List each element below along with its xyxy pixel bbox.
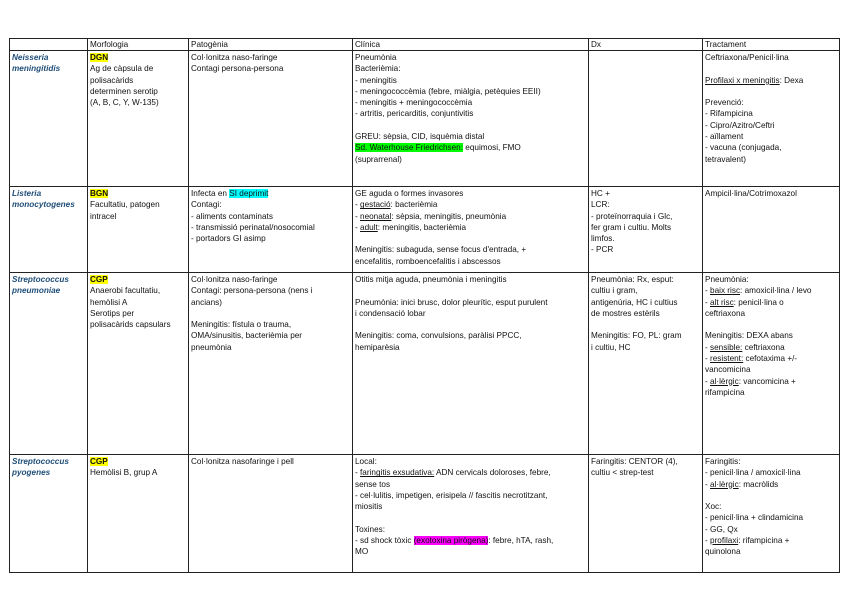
tractament-cell: [703, 187, 840, 273]
clinica-line: GREU: sèpsia, CID, isquèmia distal: [355, 132, 485, 142]
table-row: [10, 455, 840, 573]
morfologia-cell: [88, 455, 189, 573]
dx-line: HC +: [591, 189, 610, 198]
clinica-cell: [353, 455, 589, 573]
morfologia-line: Ag de càpsula de: [90, 64, 154, 74]
header-empty: [10, 39, 88, 51]
tractament-line: - aïllament: [705, 132, 744, 142]
patogenia-line: - aliments contaminats: [191, 211, 273, 221]
organism-cell: [10, 187, 88, 273]
clinica-line: [355, 120, 586, 131]
clinica-line: Otitis mitja aguda, pneumònia i meningitis: [355, 275, 507, 284]
organism-genus: Streptococcus: [12, 275, 69, 284]
clinica-line: Meningitis: subaguda, sense focus d'entrada, +: [355, 245, 527, 255]
clinica-line: - artritis, pericarditis, conjuntivitis: [355, 109, 474, 119]
morfologia-cell: [88, 273, 189, 455]
patogenia-line: pneumònia: [191, 342, 232, 352]
patogenia-line: OMA/sinusitis, bacterièmia per: [191, 331, 303, 341]
tractament-cell: [703, 51, 840, 187]
tractament-cell: [703, 273, 840, 455]
patogenia-line: Col·lonitza nasofaringe i pell: [191, 457, 294, 466]
patogenia-line: - transmissió perinatal/nosocomial: [191, 222, 315, 232]
clinica-line: MO: [355, 547, 369, 557]
tractament-line: ceftriaxona: [705, 308, 746, 318]
clinica-line: - neonatal: sèpsia, meningitis, pneumònia: [355, 211, 507, 221]
dx-line: cultiu < strep-test: [591, 468, 654, 478]
header-clinica: Clínica: [353, 39, 589, 51]
organism-genus: Streptococcus: [12, 457, 69, 466]
tractament-cell: [703, 455, 840, 573]
dx-line: de mostres estèrils: [591, 308, 660, 318]
tractament-line: - resistent: cefotaxima +/-: [705, 354, 798, 364]
clinica-line: - faringitis exsudativa: ADN cervicals doloroses, febre,: [355, 468, 551, 478]
header-tractament: Tractament: [703, 39, 840, 51]
header-dx: Dx: [589, 39, 703, 51]
morfologia-line: (A, B, C, Y, W-135): [90, 98, 159, 108]
dx-cell: [589, 187, 703, 273]
clinica-line: hemiparèsia: [355, 342, 400, 352]
dx-line: fer gram i cultiu. Molts: [591, 222, 672, 232]
clinica-line: Pneumònia: inici brusc, dolor pleurític, esput purulent: [355, 297, 548, 307]
dx-line: cultiu i gram,: [591, 286, 638, 296]
organism-cell: [10, 273, 88, 455]
gram-badge: CGP: [90, 275, 108, 284]
tractament-line: - penicil·lina + clindamicina: [705, 513, 804, 523]
patogenia-cell: [189, 187, 353, 273]
clinica-line: - cel·lulitis, impetigen, erisipela // fascitis necrotitzant,: [355, 490, 548, 500]
gram-badge: DGN: [90, 53, 109, 62]
highlight-magenta: (exotoxina pirògena): [413, 536, 489, 546]
tractament-line: Prevenció:: [705, 98, 744, 108]
dx-line: Pneumònia: Rx, esput:: [591, 275, 674, 284]
organism-genus: Listeria: [12, 189, 42, 198]
tractament-line: - Rifampicina: [705, 109, 753, 119]
tractament-line: - Cipro/Azitro/Ceftri: [705, 120, 775, 130]
highlight-green: Sd. Waterhouse Friedrichsen:: [355, 143, 464, 153]
dx-line: antigenúria, HC i cultius: [591, 297, 678, 307]
dx-line: limfos.: [591, 234, 615, 244]
dx-line: - PCR: [591, 245, 614, 255]
dx-line: i cultiu, HC: [591, 342, 631, 352]
clinica-cell: [353, 187, 589, 273]
tractament-line: - GG, Qx: [705, 524, 738, 534]
tractament-line: Profilaxi x meningitis: Dexa: [705, 75, 804, 85]
morfologia-line: Anaerobi facultatiu,: [90, 286, 161, 296]
clinica-line: - meningitis + meningococcèmia: [355, 98, 473, 108]
clinica-line: Sd. Waterhouse Friedrichsen: equimosi, FMO: [355, 143, 521, 153]
header-row: [10, 39, 840, 51]
morfologia-cell: [88, 187, 189, 273]
dx-line: Meningitis: FO, PL: gram: [591, 331, 682, 341]
patogenia-line: Contagi:: [191, 200, 222, 210]
dx-line: - proteïnorraquia i Glc,: [591, 211, 673, 221]
patogenia-line: Contagi persona-persona: [191, 64, 284, 74]
clinica-line: (suprarrenal): [355, 154, 402, 164]
clinica-line: i condensació lobar: [355, 308, 426, 318]
tractament-line: - sensible: ceftriaxona: [705, 342, 785, 352]
tractament-line: Ampicil·lina/Cotrimoxazol: [705, 189, 797, 198]
tractament-line: - penicil·lina / amoxicil·lina: [705, 468, 801, 478]
clinica-line: Local:: [355, 457, 377, 466]
clinica-line: Meningitis: coma, convulsions, paràlisi PPCC,: [355, 331, 522, 341]
gram-badge: BGN: [90, 189, 109, 198]
morfologia-line: Hemòlisi B, grup A: [90, 468, 158, 478]
clinica-line: - meningitis: [355, 75, 397, 85]
clinica-line: GE aguda o formes invasores: [355, 189, 464, 198]
dx-line: LCR:: [591, 200, 610, 210]
morfologia-line: Serotips per: [90, 308, 135, 318]
dx-line: Faringitis: CENTOR (4),: [591, 457, 678, 466]
tractament-line: Ceftriaxona/Penicil·lina: [705, 53, 789, 62]
clinica-line: Pneumònia: [355, 53, 397, 62]
organism-species: monocytogenes: [12, 200, 75, 210]
morfologia-line: polisacàrids: [90, 75, 134, 85]
clinica-cell: [353, 51, 589, 187]
organism-species: pneumoniae: [12, 286, 61, 296]
header-morfologia: Morfologia: [88, 39, 189, 51]
morfologia-line: Facultatiu, patogen: [90, 200, 160, 210]
organism-species: pyogenes: [12, 468, 51, 478]
clinica-line: Bacterièmia:: [355, 64, 401, 74]
patogenia-cell: [189, 51, 353, 187]
morfologia-line: polisacàrids capsulars: [90, 320, 171, 330]
clinica-line: Toxines:: [355, 524, 386, 534]
tractament-line: Meningitis: DEXA abans: [705, 331, 793, 341]
patogenia-line: Col·lonitza naso-faringe: [191, 53, 278, 62]
tractament-line: Pneumònia:: [705, 275, 749, 284]
morfologia-cell: [88, 51, 189, 187]
tractament-line: - al·lèrgic: vancomicina +: [705, 376, 796, 386]
clinica-line: - sd shock tòxic (exotoxina pirògena): febre, hTA, rash,: [355, 536, 554, 546]
patogenia-cell: [189, 455, 353, 573]
tractament-line: Faringitis:: [705, 457, 741, 466]
tractament-line: quinolona: [705, 547, 741, 557]
organism-species: meningitidis: [12, 64, 61, 74]
patogenia-line: ancians): [191, 297, 222, 307]
clinica-line: - adult: meningitis, bacterièmia: [355, 222, 467, 232]
header-patogenia: Patogènia: [189, 39, 353, 51]
dx-cell: [589, 455, 703, 573]
patogenia-line: Col·lonitza naso-faringe: [191, 275, 278, 284]
gram-badge: CGP: [90, 457, 108, 466]
clinica-line: sense tos: [355, 479, 391, 489]
highlight-cyan: SI deprimit: [229, 189, 269, 198]
organism-genus: Neisseria: [12, 53, 49, 62]
tractament-line: Xoc:: [705, 502, 722, 512]
tractament-line: - vacuna (conjugada,: [705, 143, 782, 153]
dx-cell: [589, 273, 703, 455]
tractament-line: - alt risc: penicil·lina o: [705, 297, 784, 307]
organism-cell: [10, 51, 88, 187]
table-row: [10, 273, 840, 455]
organism-cell: [10, 455, 88, 573]
tractament-line: - al·lèrgic: macròlids: [705, 479, 779, 489]
patogenia-line: Infecta en SI deprimit: [191, 189, 269, 198]
patogenia-cell: [189, 273, 353, 455]
tractament-line: tetravalent): [705, 154, 746, 164]
clinica-line: - meningococcèmia (febre, miàlgia, petèquies EEII): [355, 86, 541, 96]
microbiology-table: [9, 38, 840, 573]
patogenia-line: Meningitis: fístula o trauma,: [191, 320, 292, 330]
patogenia-line: - portadors GI asimp: [191, 234, 266, 244]
morfologia-line: hemòlisi A: [90, 297, 128, 307]
clinica-line: miositis: [355, 502, 383, 512]
tractament-line: vancomicina: [705, 365, 751, 375]
clinica-line: encefalitis, romboencefalitis i abscessos: [355, 256, 501, 266]
clinica-cell: [353, 273, 589, 455]
clinica-line: - gestació: bacterièmia: [355, 200, 438, 210]
morfologia-line: determinen serotip: [90, 86, 158, 96]
patogenia-line: Contagi: persona-persona (nens i: [191, 286, 313, 296]
tractament-line: - profilaxi: rifampicina +: [705, 536, 790, 546]
table-row: [10, 187, 840, 273]
tractament-line: rifampicina: [705, 387, 745, 397]
table-row: [10, 51, 840, 187]
morfologia-line: intracel: [90, 211, 117, 221]
dx-cell: [589, 51, 703, 187]
tractament-line: - baix risc: amoxicil·lina / levo: [705, 286, 812, 296]
